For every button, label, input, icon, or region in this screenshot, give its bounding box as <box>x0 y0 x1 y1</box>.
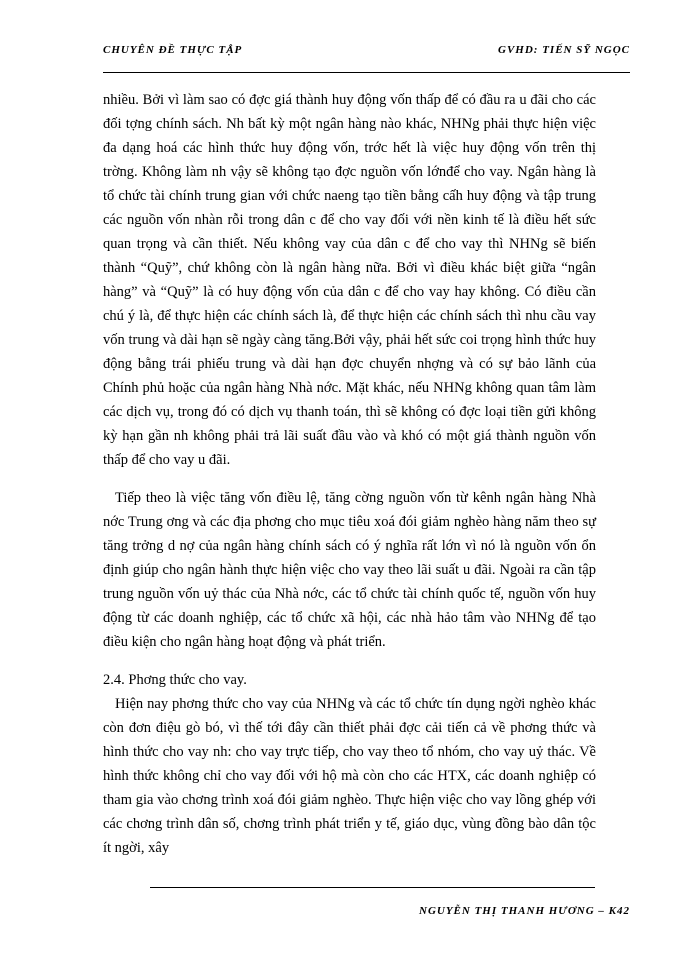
footer-divider <box>150 887 595 888</box>
paragraph: Hiện nay phơng thức cho vay của NHNg và các tổ chức tín dụng ngời nghèo khác còn đơn điệu gò bó, vì thế tới đây cần thiết phải đợc cải tiến cả về phơng thức và hình thức cho vay nh: cho vay trực tiếp, cho vay theo tổ nhóm, cho vay uỷ thác. Về hình thức không chỉ cho vay đối với hộ mà còn cho các HTX, các doanh nghiệp có tham gia vào chơng trình xoá đói giảm nghèo. Thực hiện việc cho vay lồng ghép với các chơng trình dân số, chơng trình phát triển y tế, giáo dục, vùng đồng bào dân tộc ít ngời, xây <box>103 696 596 856</box>
section-heading: 2.4. Phơng thức cho vay. <box>103 672 247 688</box>
header-right-text: GVHD: TIẾN SỸ NGỌC <box>498 44 630 56</box>
paragraph: Tiếp theo là việc tăng vốn điều lệ, tăng cờng nguồn vốn từ kênh ngân hàng Nhà nớc Trung ơng và các địa phơng cho mục tiêu xoá đói giảm nghèo hàng năm theo sự tăng trởng d nợ của ngân hàng chính sách có ý nghĩa rất lớn vì nó là nguồn vốn ổn định giúp cho ngân hành thực hiện việc cho vay theo lãi suất u đãi. Ngoài ra cần tập trung nguồn vốn uỷ thác của Nhà nớc, các tổ chức tài chính quốc tế, nguồn vốn huy động từ các doanh nghiệp, các tổ chức xã hội, các nhà hảo tâm vào NHNg để tạo điều kiện cho ngân hàng hoạt động và phát triển. <box>103 490 596 650</box>
body-text <box>103 88 596 860</box>
page-footer: NGUYỄN THỊ THANH HƯƠNG – K42 <box>419 905 630 917</box>
page-header <box>103 40 630 70</box>
header-divider <box>103 72 630 73</box>
header-left-text: CHUYÊN ĐỀ THỰC TẬP <box>103 44 243 56</box>
paragraph: nhiều. Bởi vì làm sao có đợc giá thành huy động vốn thấp để có đầu ra u đãi cho các đối tợng chính sách. Nh bất kỳ một ngân hàng nào khác, NHNg phải thực hiện việc đa dạng hoá các hình thức huy động vốn, trớc hết là việc huy động vốn trên thị trờng. Không làm nh vậy sẽ không tạo đợc nguồn vốn lớnđể cho vay. Ngân hàng là tổ chức tài chính trung gian với chức naeng tạo tiền bằng cấh huy động và tập trung các nguồn vốn nhàn rỗi trong dân c để cho vay đối với nền kinh tế là điều hết sức quan trọng và cần thiết. Nếu không vay của dân c để cho vay thì NHNg sẽ biến thành “Quỹ”, chứ không còn là ngân hàng nữa. Bởi vì điều khác biệt giữa “ngân hàng” và “Quỹ” là có huy động vốn của dân c để cho vay hay không. Có điều cần chú ý là, để thực hiện các chính sách là, để thực hiện các chính sách thì nhu cầu vay vốn trung và dài hạn sẽ ngày càng tăng.Bởi vậy, phải hết sức coi trọng hình thức huy động bằng trái phiếu trung và dài hạn đợc chuyển nhợng và có sự bảo lãnh của Chính phủ hoặc của ngân hàng Nhà nớc. Mặt khác, nếu NHNg không quan tâm làm các dịch vụ, trong đó có dịch vụ thanh toán, thì sẽ không có đợc loại tiền gửi không kỳ hạn gần nh không phải trả lãi suất đầu vào và khó có một giá thành nguồn vốn thấp để cho vay u đãi. <box>103 92 596 468</box>
